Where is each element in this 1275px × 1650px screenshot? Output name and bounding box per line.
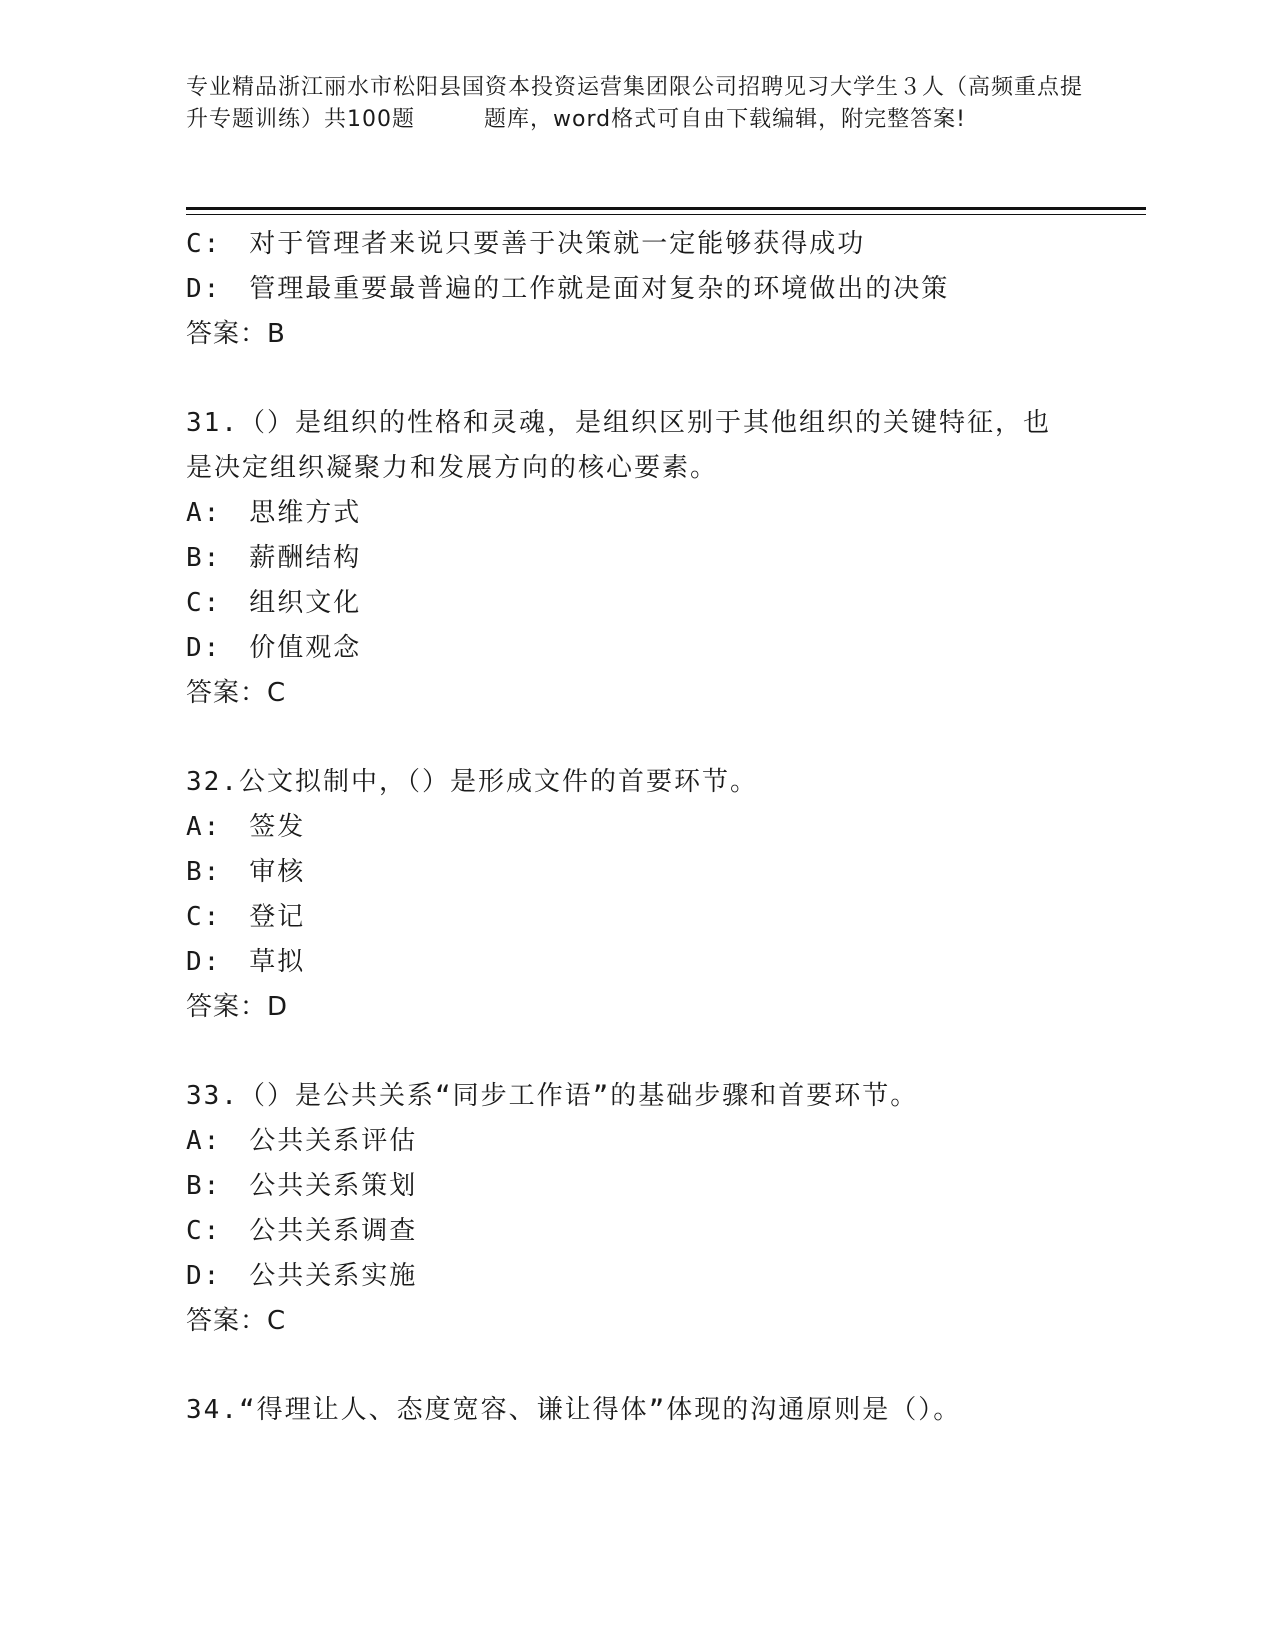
option-c: C: 公共关系调查 <box>186 1216 418 1246</box>
option-c: C: 组织文化 <box>186 588 362 618</box>
document-header <box>186 72 1086 136</box>
option-d: D: 公共关系实施 <box>186 1261 418 1291</box>
answer: 答案：C <box>186 1306 287 1336</box>
question-stem: 33.（）是公共关系“同步工作语”的基础步骤和首要环节。 <box>186 1081 919 1111</box>
question-stem: 32.公文拟制中，（）是形成文件的首要环节。 <box>186 767 758 797</box>
question-stem: 34.“得理让人、态度宽容、谦让得体”体现的沟通原则是（）。 <box>186 1395 962 1425</box>
option-b: B: 公共关系策划 <box>186 1171 418 1201</box>
question-33 <box>186 1074 1086 1344</box>
question-stem: 31.（）是组织的性格和灵魂，是组织区别于其他组织的关键特征，也 <box>186 408 1051 438</box>
option-d: D: 价值观念 <box>186 633 362 663</box>
header-title: 专业精品浙江丽水市松阳县国资本投资运营集团限公司招聘见习大学生３人（高频重点提升专题训练）共100题 题库，word格式可自由下载编辑，附完整答案! <box>186 75 1084 132</box>
header-divider-thin <box>186 214 1146 215</box>
option-d: D: 草拟 <box>186 947 306 977</box>
question-34 <box>186 1388 1086 1433</box>
option-a: A: 签发 <box>186 812 306 842</box>
option-a: A: 思维方式 <box>186 498 362 528</box>
question-list <box>186 222 1086 1433</box>
option-d: D: 管理最重要最普遍的工作就是面对复杂的环境做出的决策 <box>186 274 950 304</box>
answer: 答案：C <box>186 678 287 708</box>
option-c: C: 对于管理者来说只要善于决策就一定能够获得成功 <box>186 229 866 259</box>
question-stem: 是决定组织凝聚力和发展方向的核心要素。 <box>186 453 719 483</box>
option-c: C: 登记 <box>186 902 306 932</box>
answer: 答案：D <box>186 992 289 1022</box>
question-32 <box>186 760 1086 1030</box>
header-divider-thick <box>186 207 1146 210</box>
option-b: B: 薪酬结构 <box>186 543 362 573</box>
option-a: A: 公共关系评估 <box>186 1126 418 1156</box>
question-31 <box>186 401 1086 716</box>
question-30-tail <box>186 222 1086 357</box>
option-b: B: 审核 <box>186 857 306 887</box>
answer: 答案：B <box>186 319 286 349</box>
